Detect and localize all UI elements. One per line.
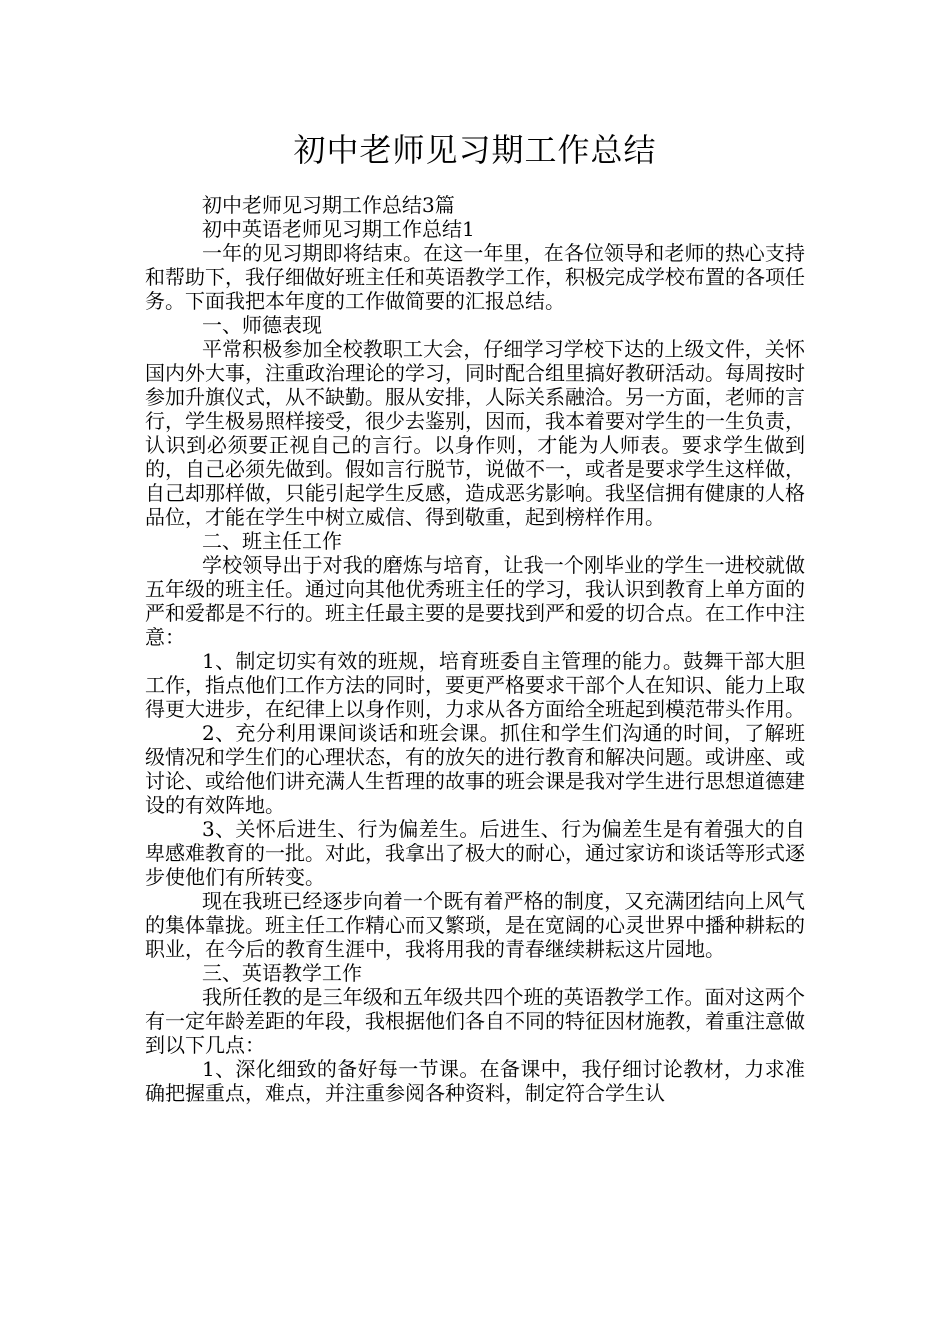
paragraph: 1、制定切实有效的班规，培育班委自主管理的能力。鼓舞干部大胆工作，指点他们工作方法的同时，要更严格要求干部个人在知识、能力上取得更大进步，在纪律上以身作则，力求从各方面给全班起到模范带头作用。 bbox=[145, 649, 805, 721]
paragraph: 1、深化细致的备好每一节课。在备课中，我仔细讨论教材，力求准确把握重点，难点，并注重参阅各种资料，制定符合学生认 bbox=[145, 1057, 805, 1105]
section-heading: 一、师德表现 bbox=[202, 313, 322, 337]
paragraph: 一年的见习期即将结束。在这一年里，在各位领导和老师的热心支持和帮助下，我仔细做好班主任和英语教学工作，积极完成学校布置的各项任务。下面我把本年度的工作做简要的汇报总结。 bbox=[145, 241, 805, 313]
paragraph: 现在我班已经逐步向着一个既有着严格的制度，又充满团结向上风气的集体靠拢。班主任工作精心而又繁琐，是在宽阔的心灵世界中播种耕耘的职业，在今后的教育生涯中，我将用我的青春继续耕耘这片园地。 bbox=[145, 889, 805, 961]
document-title: 初中老师见习期工作总结 bbox=[293, 131, 657, 169]
paragraph: 我所任教的是三年级和五年级共四个班的英语教学工作。面对这两个有一定年龄差距的年段，我根据他们各自不同的特征因材施教，着重注意做到以下几点： bbox=[145, 985, 805, 1057]
paragraph: 3、关怀后进生、行为偏差生。后进生、行为偏差生是有着强大的自卑感难教育的一批。对此，我拿出了极大的耐心，通过家访和谈话等形式逐步使他们有所转变。 bbox=[145, 817, 805, 889]
section-heading: 三、英语教学工作 bbox=[202, 961, 362, 985]
document-body bbox=[145, 193, 805, 1105]
paragraph: 平常积极参加全校教职工大会，仔细学习学校下达的上级文件，关怀国内外大事，注重政治理论的学习，同时配合组里搞好教研活动。每周按时参加升旗仪式，从不缺勤。服从安排，人际关系融洽。另一方面，老师的言行，学生极易照样接受，很少去鉴别，因而，我本着要对学生的一生负责，认识到必须要正视自己的言行。以身作则，才能为人师表。要求学生做到的，自己必须先做到。假如言行脱节，说做不一，或者是要求学生这样做，自己却那样做，只能引起学生反感，造成恶劣影响。我坚信拥有健康的人格品位，才能在学生中树立威信、得到敬重，起到榜样作用。 bbox=[145, 337, 805, 529]
document-page bbox=[145, 0, 805, 1105]
section-heading: 二、班主任工作 bbox=[202, 529, 342, 553]
paragraph: 学校领导出于对我的磨炼与培育，让我一个刚毕业的学生一进校就做五年级的班主任。通过向其他优秀班主任的学习，我认识到教育上单方面的严和爱都是不行的。班主任最主要的是要找到严和爱的切合点。在工作中注意： bbox=[145, 553, 805, 649]
paragraph: 初中老师见习期工作总结3篇 bbox=[202, 193, 455, 217]
paragraph: 2、充分利用课间谈话和班会课。抓住和学生们沟通的时间，了解班级情况和学生们的心理状态，有的放矢的进行教育和解决问题。或讲座、或讨论、或给他们讲充满人生哲理的故事的班会课是我对学生进行思想道德建设的有效阵地。 bbox=[145, 721, 805, 817]
paragraph: 初中英语老师见习期工作总结1 bbox=[202, 217, 475, 241]
